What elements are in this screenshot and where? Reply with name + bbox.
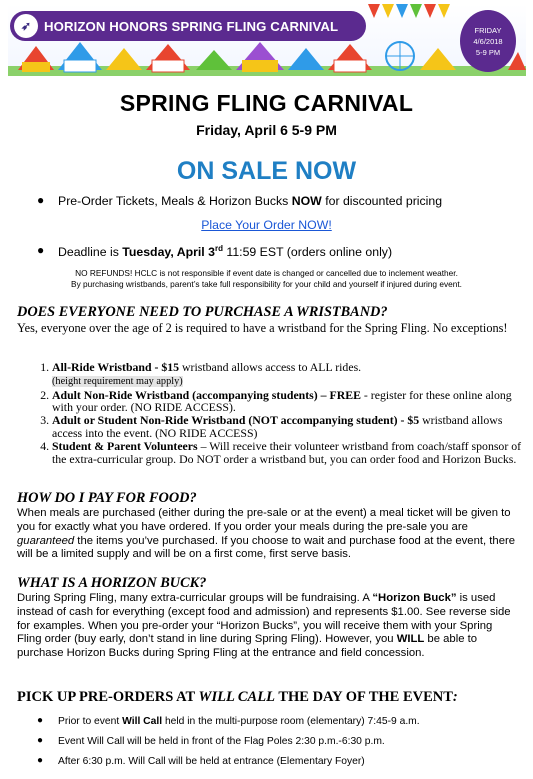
item-text: wristband allows access into the event. (NO RIDE ACCESS) [52,413,503,440]
date-badge [460,10,516,72]
pickup-heading-text: PICK UP PRE-ORDERS AT [17,689,199,705]
list-item [52,414,522,440]
list-item [52,361,522,389]
refund-notice: NO REFUNDS! HCLC is not responsible if event date is changed or cancelled due to inclement weather. [75,268,458,278]
pickup-bold: Will Call [122,716,163,727]
food-guaranteed: guaranteed [17,534,75,547]
pickup-item: After 6:30 p.m. Will Call will be held at entrance (Elementary Foyer) [58,756,365,767]
badge-date: 4/6/2018 [473,36,503,46]
bullet-icon: ● [37,755,44,766]
pickup-item [58,716,420,727]
banner-ribbon [10,11,366,41]
liability-notice: By purchasing wristbands, parent’s take full responsibility for your child and yourself if injured during event. [71,279,462,289]
food-text: When meals are purchased (either during the pre-sale or at the event) a meal ticket will be given to you for exactly what you have ordered. If you order your meals during the pre-sale you are [17,507,511,533]
pickup-heading-colon: : [452,689,458,705]
badge-time: 5-9 PM [475,47,501,57]
height-note: (height requirement may apply) [52,375,183,387]
pickup-will-call: WILL CALL [198,689,275,705]
item-text: wristband allows access to ALL rides. [179,360,362,374]
carnival-banner [8,4,526,76]
pickup-text-end: held in the multi-purpose room (elementary) 7:45-9 a.m. [162,716,420,727]
event-date: Friday, April 6 5-9 PM [196,122,337,138]
wristband-heading: DOES EVERYONE NEED TO PURCHASE A WRISTBAND? [17,304,388,320]
deadline-text: Deadline is [58,245,123,260]
deadline-time: 11:59 EST (orders online only) [222,245,393,260]
place-order-link[interactable]: Place Your Order NOW! [201,218,332,232]
item-text: – Will receive their volunteer wristband from coach/staff sponsor of the extra-curricular group. Do NOT order a wristband but, you can order food and Horizon Bucks. [52,438,522,466]
banner-title: HORIZON HONORS SPRING FLING CARNIVAL [44,18,339,34]
deadline-date: Tuesday, April 3 [122,245,215,260]
preorder-text-end: for discounted pricing [321,194,443,208]
item-title: Student & Parent Volunteers [52,438,198,453]
bullet-icon: ● [37,193,45,207]
wristband-intro: Yes, everyone over the age of 2 is required to have a wristband for the Spring Fling. No exceptions! [17,321,508,335]
buck-term: “Horizon Buck” [372,592,457,604]
horizon-buck-paragraph [17,592,519,661]
badge-day: FRIDAY [474,25,502,35]
item-text: - register for these online along with your order. (NO RIDE ACCESS). [52,387,512,415]
on-sale-heading: ON SALE NOW [176,157,357,185]
page-title: SPRING FLING CARNIVAL [119,90,414,116]
food-heading: HOW DO I PAY FOR FOOD? [17,490,197,506]
preorder-now: NOW [291,194,322,208]
item-title: All-Ride Wristband - $15 [52,360,180,374]
preorder-bullet [58,194,442,208]
buck-text-mid: is used instead of cash for everything (except food and admission) and represents $1.00. See reverse side for examples. When you pre-order your “Horizon Bucks”, you will receive them with your Spring Fling order (buy early, don’t stand in line during Spring Fling). However, you [17,592,511,646]
carnival-tents-illustration [8,40,526,76]
deadline-suffix: rd [214,244,223,253]
buck-text: During Spring Fling, many extra-curricular groups will be fundraising. A [17,592,373,604]
bullet-icon: ● [37,735,44,746]
pickup-item: Event Will Call will be held in front of the Flag Poles 2:30 p.m.-6:30 p.m. [58,736,385,747]
food-paragraph [17,507,519,562]
buck-text-end: be able to purchase Horizon Bucks during Spring Fling at the entrance and field concession. [17,633,478,660]
wristband-list [30,361,522,465]
pickup-heading [17,689,458,706]
item-title: Adult Non-Ride Wristband (accompanying students) – FREE [52,387,361,402]
item-title: Adult or Student Non-Ride Wristband (NOT accompanying student) - $5 [52,413,420,428]
list-item [52,440,522,466]
buck-will: WILL [396,633,425,646]
list-item [52,389,522,415]
horizon-buck-heading: WHAT IS A HORIZON BUCK? [17,575,207,591]
bullet-icon: ● [37,715,44,726]
school-logo-icon: ➶ [14,14,38,38]
preorder-text: Pre-Order Tickets, Meals & Horizon Bucks [58,194,292,208]
food-text-end: the items you’ve purchased. If you choose to wait and purchase food at the event, there will be a limited supply and will be on a first come, first serve basis. [17,534,516,561]
pickup-text: Prior to event [58,716,123,727]
bullet-icon: ● [37,243,45,257]
deadline-bullet [58,244,392,259]
pickup-heading-end: THE DAY OF THE EVENT [274,689,453,705]
